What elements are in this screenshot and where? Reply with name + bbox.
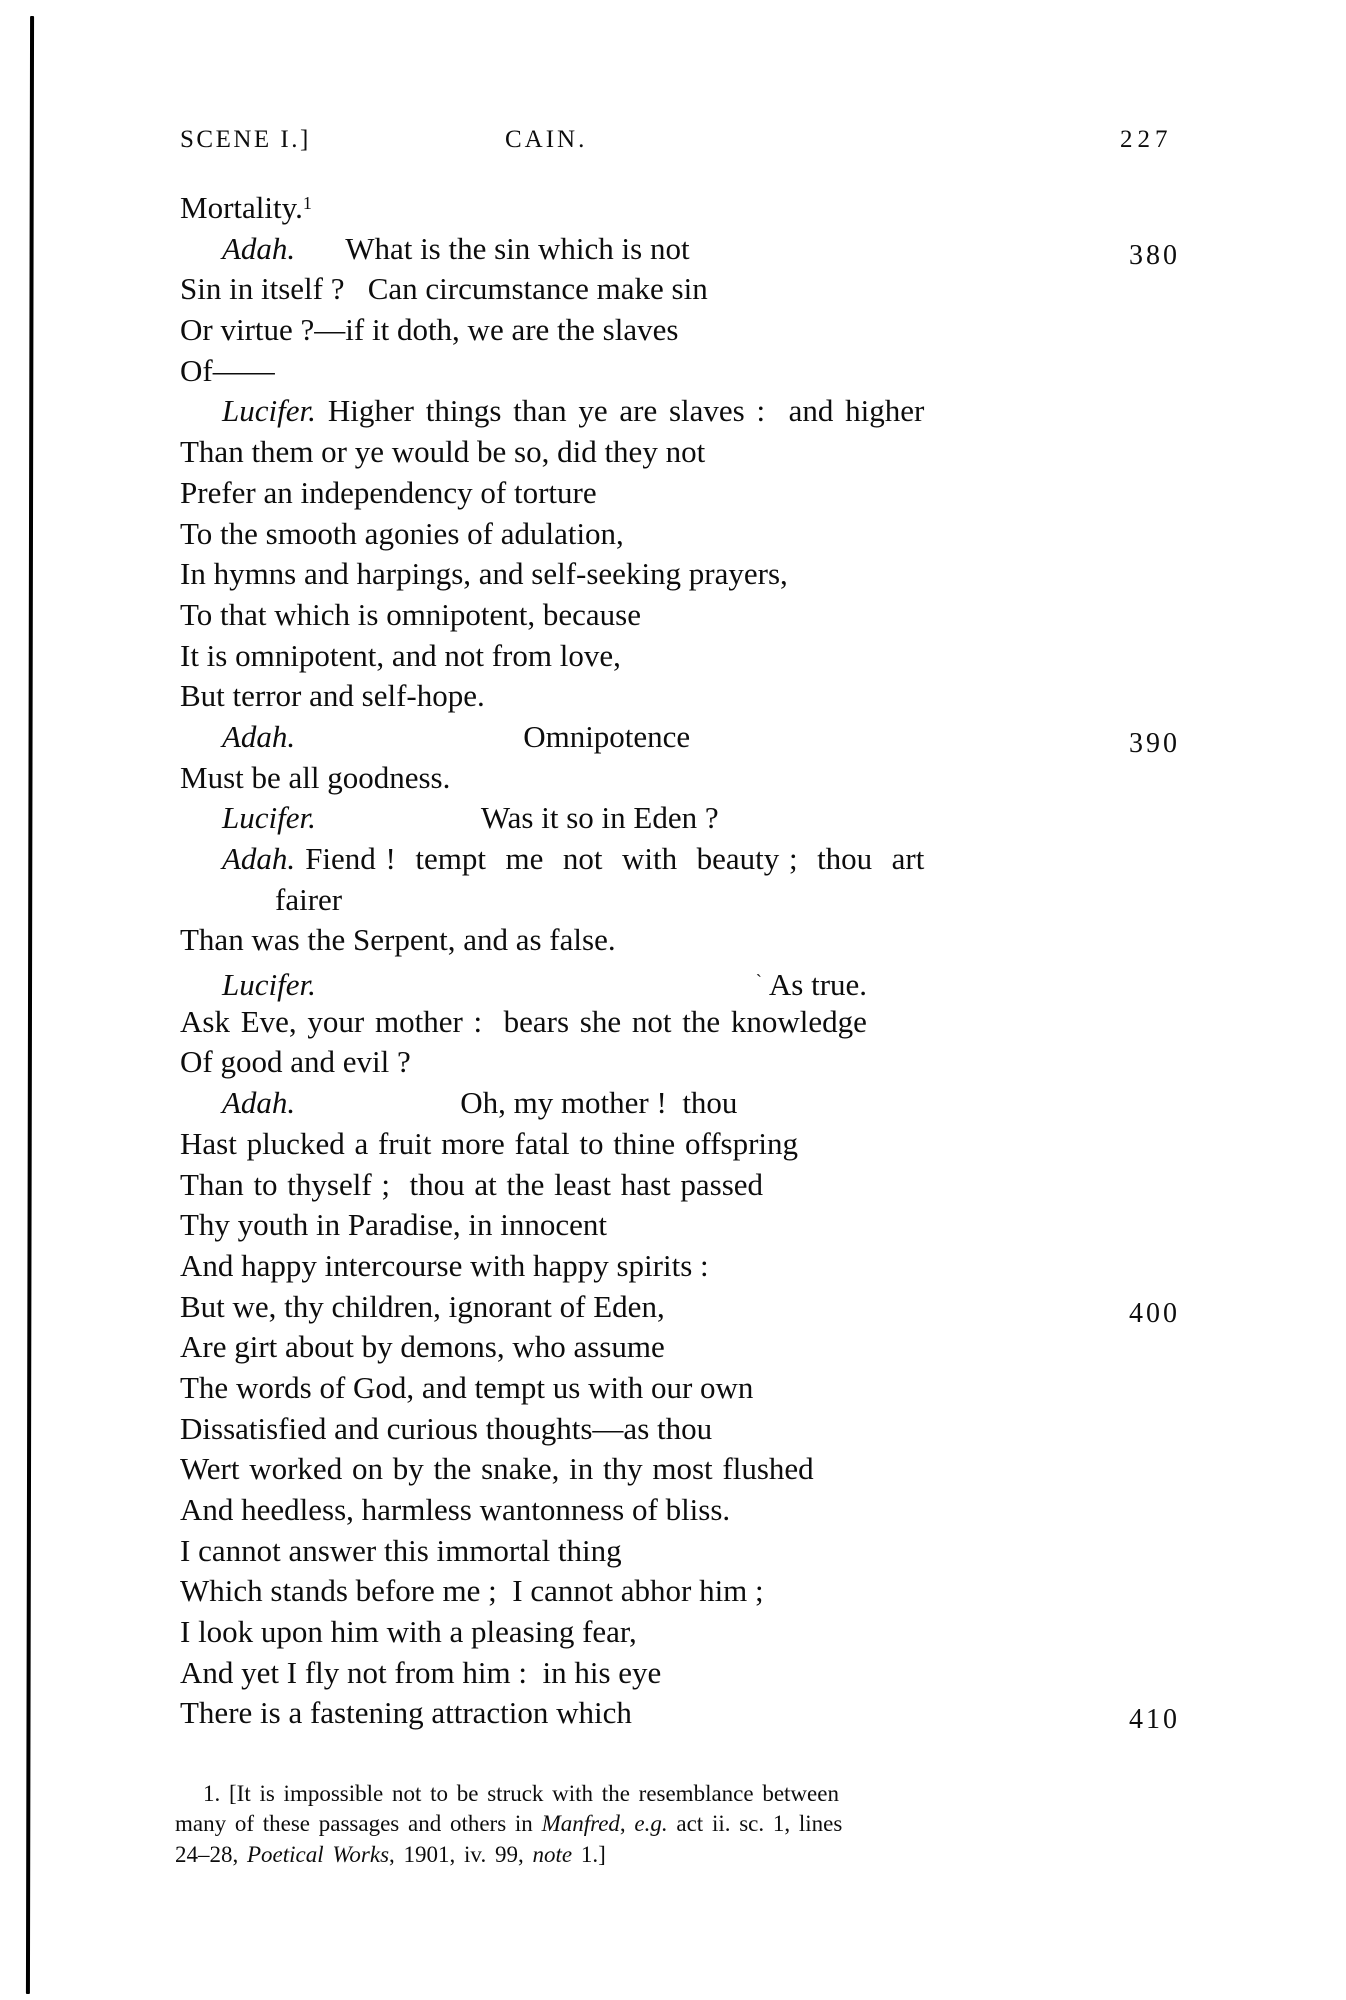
verse-text: Than to thyself ; thou at the least hast passed — [180, 1166, 764, 1202]
verse-text: Than was the Serpent, and as false. — [180, 922, 616, 958]
verse-line — [180, 758, 1180, 799]
line-number: 400 — [1129, 1297, 1180, 1329]
footnote-marker: 1 — [302, 193, 312, 213]
footnote-text: , — [619, 1811, 635, 1837]
binding-line — [26, 16, 34, 1994]
footnote-text: , 1901, iv. 99, — [389, 1841, 533, 1867]
verse-line — [180, 1083, 1180, 1124]
verse-text: And yet I fly not from him : in his eye — [180, 1654, 662, 1690]
speaker-name: Adah. — [222, 718, 296, 754]
verse-text: I cannot answer this immortal thing — [180, 1532, 622, 1568]
verse-line — [180, 636, 1180, 677]
verse-line — [180, 1368, 1180, 1409]
play-text — [180, 188, 1180, 1734]
line-number: 410 — [1129, 1704, 1180, 1736]
verse-line — [180, 514, 1180, 555]
verse-text: In hymns and harpings, and self-seeking prayers, — [180, 556, 788, 592]
verse-text: But we, thy children, ignorant of Eden, — [180, 1288, 665, 1324]
verse-line — [180, 1612, 1180, 1653]
italic-text: Manfred — [541, 1811, 620, 1837]
verse-text: To that which is omnipotent, because — [180, 596, 642, 632]
italic-text: note — [532, 1841, 573, 1867]
verse-line — [180, 1449, 1180, 1490]
verse-line — [180, 1002, 1180, 1043]
verse-text: Hast plucked a fruit more fatal to thine offspring — [180, 1125, 799, 1161]
verse-line — [180, 1042, 1180, 1083]
verse-text: And heedless, harmless wantonness of bliss. — [180, 1492, 731, 1527]
verse-line — [180, 961, 1180, 1002]
verse-text: Must be all goodness. — [180, 759, 451, 795]
verse-line — [180, 1531, 1180, 1572]
scene-label: SCENE I.] — [180, 126, 311, 153]
verse-line — [180, 188, 1180, 229]
page-number: 227 — [1120, 126, 1173, 153]
footnote-text: 1. [It is impossible not to be struck with the resemblance between — [203, 1781, 839, 1806]
verse-text: I look upon him with a pleasing fear, — [180, 1614, 637, 1650]
verse-line — [180, 229, 1180, 270]
verse-text: Prefer an independency of torture — [180, 474, 597, 510]
verse-line — [180, 473, 1180, 514]
verse-text: What is the sin which is not — [345, 230, 690, 266]
verse-line — [180, 595, 1180, 636]
verse-line — [180, 1693, 1180, 1734]
verse-line — [180, 310, 1180, 351]
line-number: 390 — [1129, 727, 1180, 759]
verse-text: Are girt about by demons, who assume — [180, 1329, 665, 1365]
verse-line — [180, 1490, 1180, 1531]
verse-line — [180, 554, 1180, 595]
verse-line — [180, 676, 1180, 717]
running-title: CAIN. — [505, 126, 588, 153]
line-number: 380 — [1129, 239, 1180, 271]
speaker-name: Adah. — [222, 841, 296, 876]
footnote-line — [175, 1809, 1110, 1839]
verse-text: It is omnipotent, and not from love, — [180, 637, 621, 673]
footnote-text: 24–28, — [175, 1841, 247, 1867]
verse-line — [180, 1124, 1180, 1165]
verse-line — [180, 1409, 1180, 1450]
verse-line — [180, 269, 1180, 310]
footnote — [175, 1779, 1110, 1870]
verse-text: Fiend ! tempt me not with beauty ; thou art — [305, 841, 925, 876]
verse-line — [180, 1246, 1180, 1287]
verse-line — [180, 717, 1180, 758]
footnote-text: act ii. sc. 1, lines — [667, 1811, 843, 1837]
speaker-name: Adah. — [222, 230, 296, 266]
verse-line — [180, 839, 1180, 880]
speaker-name: Lucifer. — [222, 967, 316, 1003]
verse-line — [180, 351, 1180, 392]
footnote-line — [175, 1779, 1110, 1809]
verse-text: To the smooth agonies of adulation, — [180, 515, 624, 551]
verse-text: But terror and self-hope. — [180, 678, 485, 714]
verse-line — [180, 1571, 1180, 1612]
verse-text: As true. — [768, 967, 868, 1003]
speaker-name: Lucifer. — [222, 393, 316, 429]
verse-line — [180, 920, 1180, 961]
verse-line — [180, 391, 1180, 432]
verse-line — [180, 1165, 1180, 1206]
verse-text: Or virtue ?—if it doth, we are the slaves — [180, 312, 679, 348]
verse-text: Than them or ye would be so, did they not — [180, 434, 706, 470]
verse-line — [180, 1205, 1180, 1246]
footnote-text: 1.] — [572, 1841, 606, 1867]
italic-text: e.g. — [634, 1811, 668, 1837]
verse-text: Thy youth in Paradise, in innocent — [180, 1207, 608, 1243]
footnote-line — [175, 1840, 1110, 1870]
verse-text: Mortality. — [180, 190, 303, 225]
footnote-text: many of these passages and others in — [175, 1811, 542, 1837]
verse-text: And happy intercourse with happy spirits : — [180, 1247, 709, 1283]
verse-text: Wert worked on by the snake, in thy most flushed — [180, 1451, 814, 1487]
verse-text: Omnipotence — [523, 718, 691, 754]
verse-text: Sin in itself ? Can circumstance make sin — [180, 271, 708, 307]
verse-text: fairer — [275, 881, 343, 917]
verse-line — [180, 1287, 1180, 1328]
verse-line — [180, 880, 1180, 921]
verse-text: Of good and evil ? — [180, 1044, 411, 1080]
verse-text: Was it so in Eden ? — [480, 800, 719, 836]
verse-text: There is a fastening attraction which — [180, 1695, 632, 1731]
italic-text: Poetical Works — [247, 1841, 390, 1867]
verse-line — [180, 1327, 1180, 1368]
stray-mark: ˋ — [755, 971, 762, 992]
verse-text: Ask Eve, your mother : bears she not the knowledge — [180, 1003, 867, 1039]
verse-text: The words of God, and tempt us with our own — [180, 1369, 754, 1405]
verse-text: Of—— — [180, 352, 275, 388]
verse-line — [180, 1653, 1180, 1694]
verse-line — [180, 798, 1180, 839]
verse-line — [180, 432, 1180, 473]
speaker-name: Adah. — [222, 1085, 296, 1121]
verse-text: Which stands before me ; I cannot abhor him ; — [180, 1573, 764, 1609]
verse-text: Dissatisfied and curious thoughts—as thou — [180, 1410, 713, 1446]
speaker-name: Lucifer. — [222, 800, 316, 836]
verse-text: Higher things than ye are slaves : and higher — [327, 393, 925, 429]
verse-text: Oh, my mother ! thou — [460, 1085, 738, 1121]
